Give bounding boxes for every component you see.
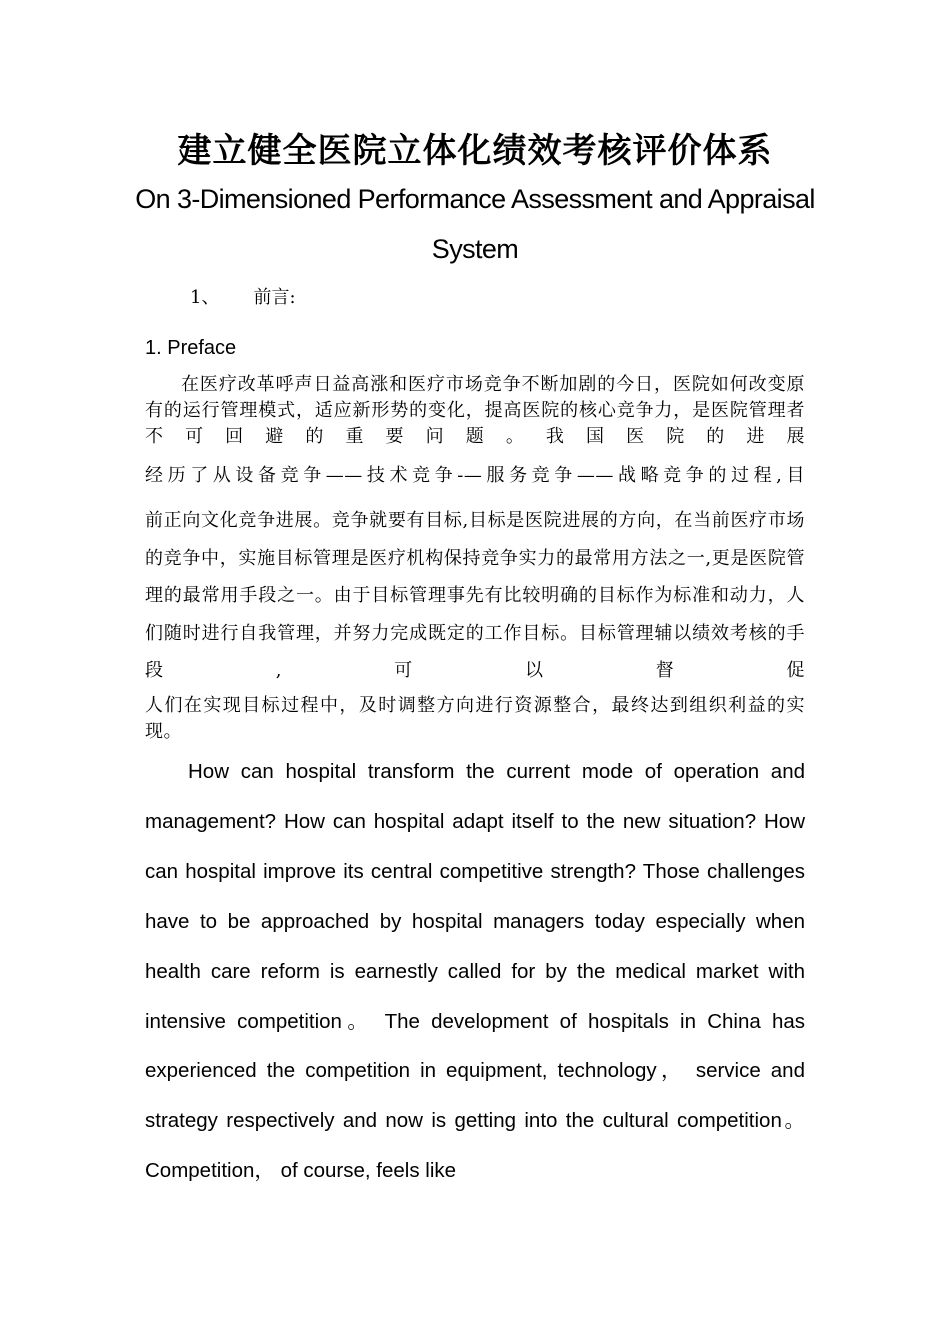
section-number: 1、 bbox=[190, 287, 220, 308]
paragraph-text: 经历了从设备竞争——技术竞争-—服务竞争——战略竞争的过程,目 bbox=[145, 465, 805, 486]
chinese-paragraph-part-4 bbox=[145, 693, 805, 745]
english-paragraph bbox=[145, 747, 805, 1196]
paragraph-text: 在医疗改革呼声日益高涨和医疗市场竞争不断加剧的今日，医院如何改变原有的运行管理模式，适应新形势的变化，提高医院的核心竞争力，是医院管理者不可回避的重要问题。我国医院的进展 bbox=[145, 374, 805, 447]
paragraph-text: 人们在实现目标过程中，及时调整方向进行资源整合，最终达到组织利益的实现。 bbox=[145, 695, 805, 742]
chinese-paragraph-part-2 bbox=[145, 457, 805, 495]
english-section-heading: 1. Preface bbox=[145, 337, 237, 359]
chinese-paragraph-part-3 bbox=[145, 502, 805, 690]
chinese-section-heading bbox=[190, 284, 296, 312]
paragraph-text: 前正向文化竞争进展。竞争就要有目标,目标是医院进展的方向，在当前医疗市场的竞争中，实施目标管理是医疗机构保持竞争实力的最常用方法之一,更是医院管理的最常用手段之一。由于目标管理事先有比较明确的目标作为标准和动力，人们随时进行自我管理，并努力完成既定的工作目标。目标管理辅以绩效考核的手段,可以督促 bbox=[145, 510, 805, 681]
chinese-paragraph-part-1 bbox=[145, 372, 805, 450]
section-title: 前言: bbox=[253, 287, 296, 308]
chinese-title: 建立健全医院立体化绩效考核评价体系 bbox=[177, 131, 773, 171]
paragraph-text: How can hospital transform the current mode of operation and management? How can hospital adapt itself to the new situation? How can hospital improve its central competitive strength? Those challenges have to be approached by hospital managers today especially when health care reform is earnestly called for by the medical market with intensive competition。 The development of hospitals in China has experienced the competition in equipment, technology， service and strategy respectively and now is getting into the cultural competition。 Competition， of course, feels like bbox=[145, 760, 805, 1183]
english-title: On 3-Dimensioned Performance Assessment and Appraisal System bbox=[135, 184, 815, 264]
